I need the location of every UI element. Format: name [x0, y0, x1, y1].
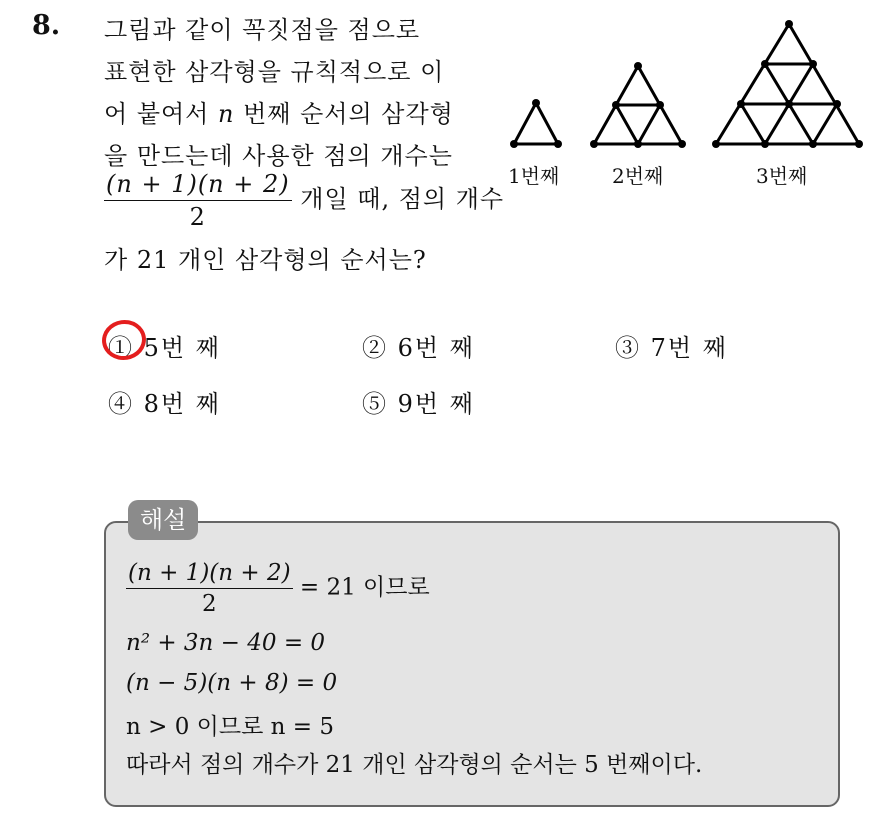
dot: [510, 140, 518, 148]
question-line-5: [104, 170, 504, 231]
dot: [554, 140, 562, 148]
dot: [634, 62, 642, 70]
choice-1-label: 5번 째: [143, 334, 221, 362]
choice-3-label: 7번 째: [650, 334, 728, 362]
dot: [761, 60, 769, 68]
choice-3-symbol: ③: [615, 334, 641, 362]
dot: [737, 100, 745, 108]
choice-2-label: 6번 째: [397, 334, 475, 362]
question-line-1: 그림과 같이 꼭짓점을 점으로: [104, 16, 421, 44]
solution-eq1-rest: = 21 이므로: [299, 574, 430, 601]
dot: [761, 140, 769, 148]
figure-caption-2: 2번째: [612, 164, 664, 188]
triangle-3-diag4: [813, 104, 837, 144]
dot: [678, 140, 686, 148]
choice-2-symbol: ②: [362, 334, 388, 362]
question-number: 8.: [32, 10, 61, 41]
solution-conclusion: 따라서 점의 개수가 21 개인 삼각형의 순서는 5 번째이다.: [126, 752, 703, 778]
solution-tag: 해설: [128, 500, 198, 540]
question-line-6: 가 21 개인 삼각형의 순서는?: [104, 246, 427, 274]
choice-5-symbol: ⑤: [362, 390, 388, 418]
dot: [785, 20, 793, 28]
solution-line-4: n > 0 이므로 n = 5: [126, 714, 334, 740]
choice-1-symbol: ①: [108, 334, 134, 362]
dot: [855, 140, 863, 148]
choice-4-symbol: ④: [108, 390, 134, 418]
solution-line-2: n² + 3n − 40 = 0: [126, 630, 326, 656]
choice-3[interactable]: [615, 328, 728, 363]
dot: [612, 101, 620, 109]
choice-5[interactable]: [362, 384, 475, 419]
triangle-3-diag2: [741, 104, 765, 144]
variable-n: n: [218, 100, 235, 128]
question-line-3a: 어 붙여서: [104, 100, 210, 128]
solution-fraction: [126, 560, 293, 617]
choice-2[interactable]: [362, 328, 475, 363]
triangle-3-outline: [716, 24, 859, 144]
dot: [532, 99, 540, 107]
dot: [809, 140, 817, 148]
dot: [833, 100, 841, 108]
solution-line-1: [126, 560, 430, 617]
solution-line-3: (n − 5)(n + 8) = 0: [126, 670, 338, 696]
choice-4-label: 8번 째: [143, 390, 221, 418]
choice-5-label: 9번 째: [397, 390, 475, 418]
solution-numerator: (n + 1)(n + 2): [126, 560, 293, 589]
question-line-2: 표현한 삼각형을 규칙적으로 이: [104, 58, 445, 86]
dot: [590, 140, 598, 148]
dot: [809, 60, 817, 68]
question-line-3: [104, 94, 454, 129]
solution-denominator: 2: [201, 591, 217, 617]
choice-4[interactable]: [108, 384, 221, 419]
dot: [712, 140, 720, 148]
formula-denominator: 2: [189, 203, 206, 231]
question-line-3b: 번째 순서의 삼각형: [243, 100, 454, 128]
figure-caption-3: 3번째: [756, 164, 808, 188]
dot: [656, 101, 664, 109]
question-line-5-text: 개일 때, 점의 개수: [300, 185, 505, 213]
dot: [785, 100, 793, 108]
triangle-1-outline: [514, 103, 558, 144]
triangle-2-inner: [616, 105, 660, 144]
dot: [634, 140, 642, 148]
figure-caption-1: 1번째: [508, 164, 560, 188]
formula-numerator: (n + 1)(n + 2): [104, 170, 292, 201]
question-line-4: 을 만드는데 사용한 점의 개수는: [104, 142, 453, 170]
triangle-figure: [508, 14, 868, 194]
question-formula: [104, 170, 292, 231]
